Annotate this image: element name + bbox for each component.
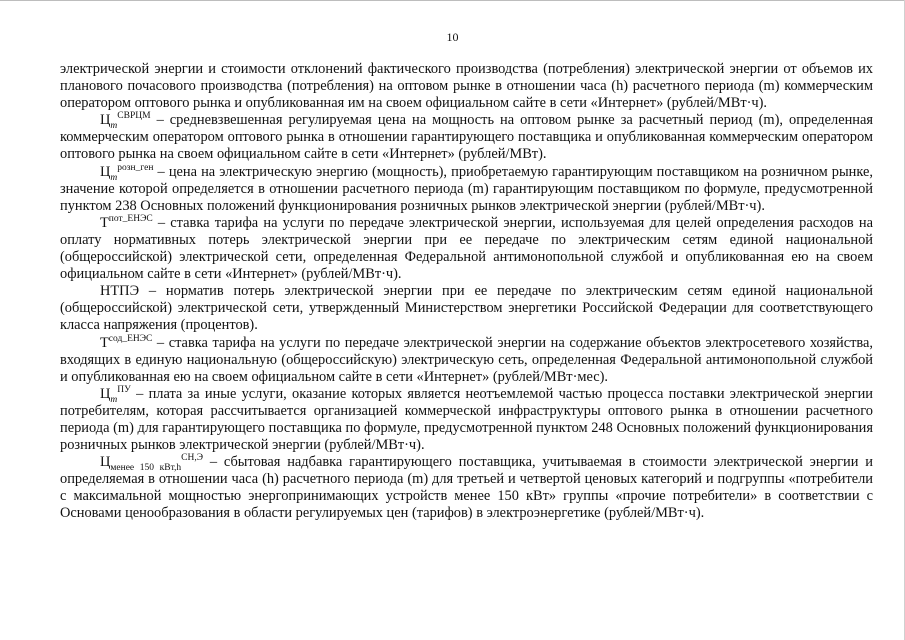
definition-pu [60,386,873,454]
symbol-superscript: ПУ [117,384,131,395]
symbol-base: Ц [100,385,111,402]
symbol-subscript: менее 150 кВт,h [110,463,182,474]
symbol-base: Ц [100,454,111,471]
definition-text: НТПЭ – норматив потерь электрической энергии при ее передаче по электрическим сетям единой национальной (общероссийской) электрической сети, утвержденный Министерством энергетики Российской Федерации для соответствующего класса напряжения (процентов). [60,283,873,334]
symbol-superscript: СН,Э [181,453,204,464]
definition-text: – сбытовая надбавка гарантирующего поставщика, учитываемая в стоимости электрической энергии и определяемая в отношении часа (h) расчетного периода (m) для третьей и четвертой ценовых категорий и подгруппы «потребители с максимальной мощностью энергопринимающих устройств менее 150 кВт» группы «прочие потребители» в соответствии с Основами ценообразования в области регулируемых цен (тарифов) в электроэнергетике (рублей/МВт·ч). [60,454,873,522]
definition-text: – средневзвешенная регулируемая цена на мощность на оптовом рынке за расчетный период (m), определенная коммерческим оператором оптового рынка в отношении гарантирующего поставщика и опубликованная коммерческим оператором оптового рынка на своем официальном сайте в сети «Интернет» (рублей/МВт). [60,112,873,163]
symbol-base: Ц [100,163,111,180]
formula-symbol [100,215,153,231]
symbol-superscript: пот_ЕНЭС [108,214,153,225]
definition-rozn-gen [60,164,873,215]
formula-symbol [100,162,154,183]
symbol-superscript: розн_ген [117,162,154,173]
definition-svrcm [60,112,873,163]
formula-symbol [100,453,204,474]
document-body [60,61,873,523]
symbol-base: Т [100,214,109,231]
symbol-superscript: СВРЦМ [117,111,151,122]
definition-sod-enes [60,335,873,386]
definition-text: – цена на электрическую энергию (мощность), приобретаемую гарантирующим поставщиком на розничном рынке, значение которой определяется в отношении расчетного периода (m) гарантирующим поставщиком по формуле, предусмотренной пунктом 238 Основных положений функционирования розничных рынков электрической энергии (рублей/МВт·ч). [60,163,873,214]
definition-text: – плата за иные услуги, оказание которых является неотъемлемой частью процесса поставки электрической энергии потребителям, которая рассчитывается организацией коммерческой инфраструктуры оптового рынка в отношении расчетного периода (m) для гарантирующего поставщика по формуле, предусмотренной пунктом 248 Основных положений функционирования розничных рынков электрической энергии (рублей/МВт·ч). [60,385,873,454]
symbol-superscript: сод_ЕНЭС [108,333,153,344]
page-top-edge [0,0,905,1]
definition-sn-e [60,454,873,522]
symbol-base: Ц [100,112,111,129]
definition-text: – ставка тарифа на услуги по передаче электрической энергии на содержание объектов электросетевого хозяйства, входящих в единую национальную (общероссийскую) электрическую сеть, определенная Федеральной антимонопольной службой и опубликованная ею на своем официальном сайте в сети «Интернет» (рублей/МВт·мес). [60,334,873,385]
symbol-base: Т [100,334,109,351]
page-number: 10 [446,30,459,44]
paragraph-continuation [60,61,873,112]
formula-symbol [100,335,152,351]
definition-pot-enes [60,215,873,283]
paragraph-text: электрической энергии и стоимости отклонений фактического производства (потребления) электрической энергии от объемов их планового почасового производства (потребления) на оптовом рынке в отношении часа (h) расчетного периода (m) коммерческим оператором оптового рынка и опубликованная им на своем официальном сайте в сети «Интернет» (рублей/МВт·ч). [60,61,873,112]
formula-symbol [100,111,151,132]
symbol-subscript: m [110,121,118,132]
symbol-subscript: m [110,394,118,405]
definition-ntpe [60,283,873,334]
definition-text: – ставка тарифа на услуги по передаче электрической энергии, используемая для целей определения расходов на оплату нормативных потерь электрической энергии при ее передаче по электрическим сетям единой национальной (общероссийской) электрической сети, определенная Федеральной антимонопольной службой и опубликованная ею на своем официальном сайте в сети «Интернет» (рублей/МВт·ч). [60,214,873,283]
formula-symbol [100,384,131,405]
symbol-subscript: m [110,172,118,183]
